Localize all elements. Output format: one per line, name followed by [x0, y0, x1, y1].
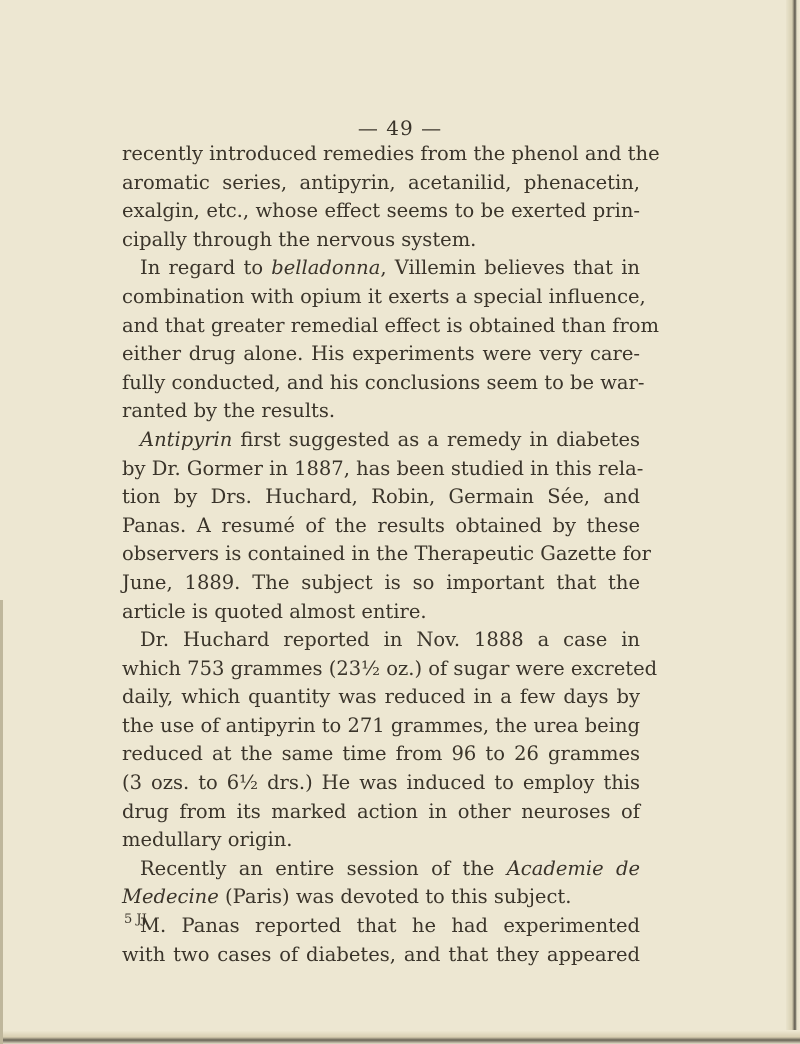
text-span: either drug alone. His experiments were very care-	[122, 342, 640, 366]
text-span: Dr. Huchard reported in Nov. 1888 a case in	[140, 628, 640, 652]
text-line	[122, 312, 660, 341]
text-line	[122, 683, 640, 712]
text-line	[122, 512, 640, 541]
text-span: In regard to	[140, 256, 272, 280]
text-span: ranted by the results.	[122, 399, 336, 423]
text-span: Panas. A resumé of the results obtained by these	[122, 513, 640, 537]
italic-text: belladonna	[271, 256, 381, 280]
page-edge-right	[786, 0, 800, 1044]
text-line	[122, 740, 640, 769]
text-line	[122, 483, 640, 512]
text-span: medullary origin.	[122, 828, 293, 852]
text-span: recently introduced remedies from the phenol and the	[122, 142, 660, 165]
text-line	[122, 883, 640, 912]
text-span: fully conducted, and his conclusions seem to be war-	[122, 370, 645, 394]
text-line	[122, 226, 640, 255]
text-span: daily, which quantity was reduced in a few days by	[122, 685, 640, 709]
text-line	[122, 340, 640, 369]
text-span: aromatic series, antipyrin, acetanilid, phenacetin,	[122, 170, 640, 194]
text-line	[122, 140, 660, 169]
text-span: reduced at the same time from 96 to 26 grammes	[122, 742, 640, 766]
page-edge-left	[0, 600, 3, 1044]
text-line	[122, 569, 640, 598]
text-span: which 753 grammes (23½ oz.) of sugar were excreted	[122, 656, 658, 680]
text-line	[122, 540, 651, 569]
text-span: drug from its marked action in other neuroses of	[122, 799, 640, 823]
text-span: , Villemin believes that in	[380, 256, 640, 280]
text-span: and that greater remedial effect is obtained than from	[122, 313, 660, 337]
text-line	[122, 598, 640, 627]
italic-text: Academie de	[506, 856, 641, 880]
italic-text: Antipyrin	[140, 427, 233, 451]
text-span: (3 ozs. to 6½ drs.) He was induced to employ this	[122, 771, 640, 795]
text-line	[122, 197, 640, 226]
text-span: with two cases of diabetes, and that they appeared	[122, 942, 640, 966]
text-span: observers is contained in the Therapeutic Gazette for	[122, 542, 651, 566]
text-line	[122, 169, 640, 198]
text-line	[122, 912, 640, 941]
printer-signature-mark: 5 JJ	[124, 912, 147, 927]
italic-text: Medecine	[122, 885, 219, 909]
text-line	[122, 655, 658, 684]
text-line	[122, 798, 640, 827]
text-span: combination with opium it exerts a special influence,	[122, 284, 646, 308]
page-number: — 49 —	[357, 116, 443, 140]
text-line	[122, 369, 645, 398]
page-edge-bottom	[0, 1030, 800, 1044]
text-span: first suggested as a remedy in diabetes	[232, 427, 640, 451]
text-span: tion by Drs. Huchard, Robin, Germain Sée, and	[122, 485, 640, 509]
text-span: M. Panas reported that he had experimented	[140, 914, 640, 938]
body-text	[122, 140, 660, 969]
text-line	[122, 426, 640, 455]
text-span: (Paris) was devoted to this subject.	[218, 885, 572, 909]
text-line	[122, 826, 640, 855]
text-span: article is quoted almost entire.	[122, 599, 427, 623]
text-span: by Dr. Gormer in 1887, has been studied in this rela-	[122, 456, 644, 480]
text-span: June, 1889. The subject is so important that the	[122, 570, 640, 594]
text-line	[122, 769, 640, 798]
text-line	[122, 254, 640, 283]
text-line	[122, 712, 640, 741]
text-span: the use of antipyrin to 271 grammes, the urea being	[122, 713, 640, 737]
text-line	[122, 626, 640, 655]
text-span: exalgin, etc., whose effect seems to be exerted prin-	[122, 199, 640, 223]
text-span: Recently an entire session of the	[140, 856, 507, 880]
text-line	[122, 855, 640, 884]
text-line	[122, 455, 644, 484]
text-line	[122, 397, 640, 426]
text-line	[122, 941, 640, 970]
text-line	[122, 283, 646, 312]
text-span: cipally through the nervous system.	[122, 227, 477, 251]
